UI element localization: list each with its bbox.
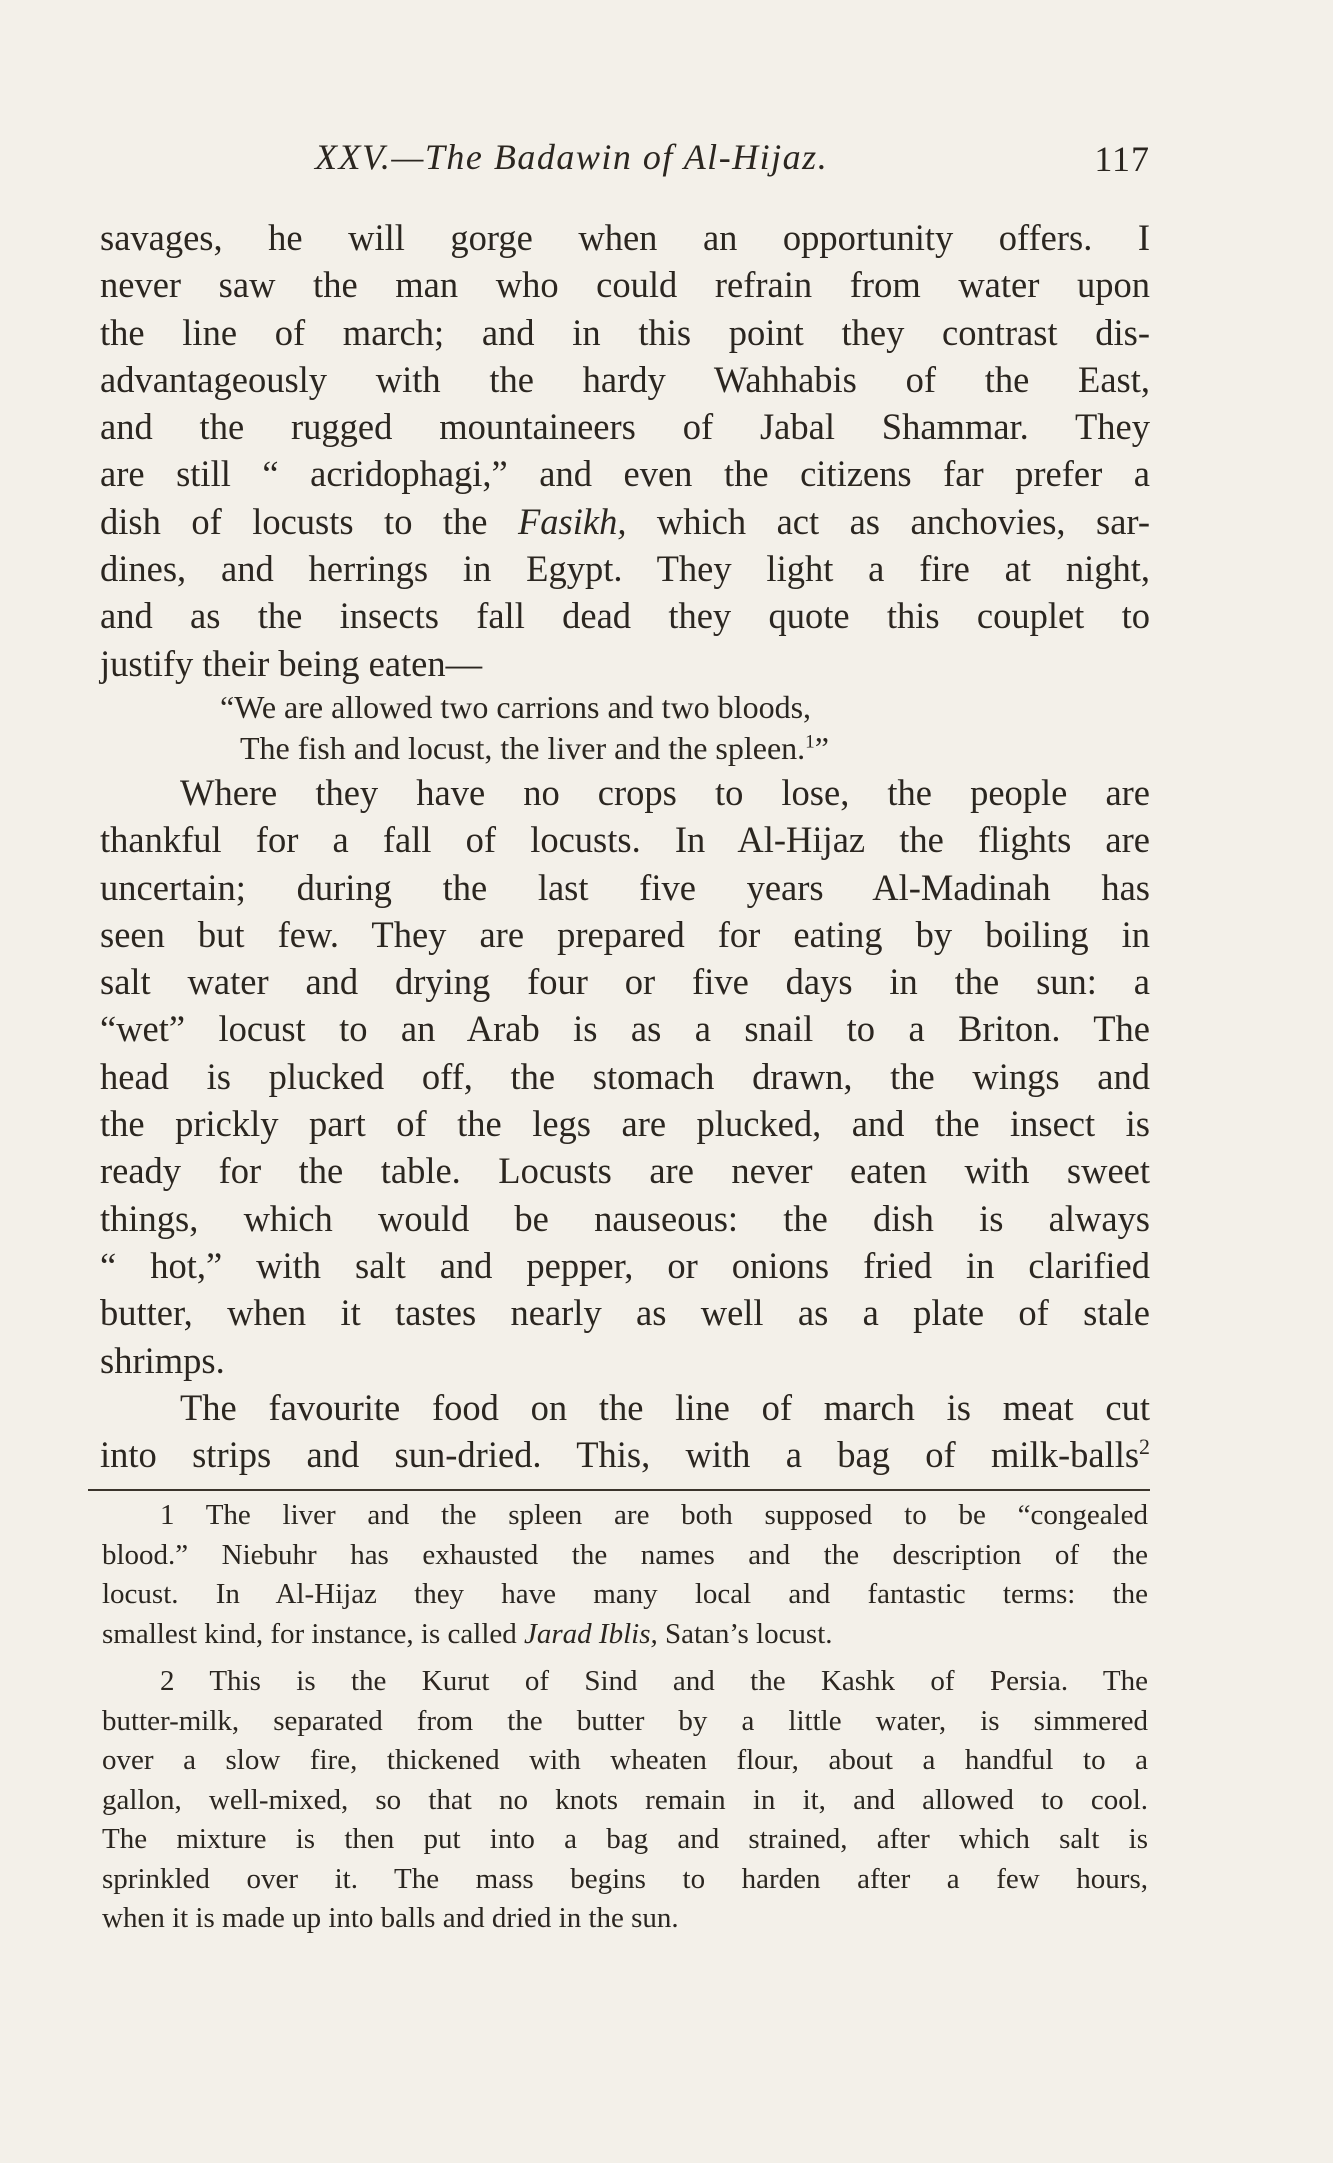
- text-line: uncertain; during the last five years Al-Madinah has: [100, 866, 1150, 908]
- verse-line: “We are allowed two carrions and two bloods,: [220, 688, 812, 725]
- footnote-line: locust. In Al-Hijaz they have many local and fantastic terms: the: [102, 1578, 1148, 1610]
- text-line: and the rugged mountaineers of Jabal Shammar. They: [100, 406, 1150, 448]
- text-fragment: dish of locusts to the: [100, 500, 518, 542]
- text-line: butter, when it tastes nearly as well as a plate of stale: [100, 1292, 1150, 1334]
- text-line: savages, he will gorge when an opportunity offers. I: [100, 217, 1150, 258]
- text-line: [100, 1431, 1150, 1478]
- footnote-line: gallon, well-mixed, so that no knots remain in it, and allowed to cool.: [102, 1783, 1148, 1816]
- footnote-line: when it is made up into balls and dried in the sun.: [102, 1902, 679, 1934]
- text-line: head is plucked off, the stomach drawn, the wings and: [100, 1055, 1150, 1097]
- text-line: are still “ acridophagi,” and even the citizens far prefer a: [100, 453, 1150, 495]
- page-number: 117: [1094, 139, 1150, 179]
- footnote-ref: 2: [1139, 1434, 1150, 1459]
- footnote-rule: [88, 1489, 1150, 1491]
- italic-term: Jarad Iblis,: [524, 1617, 658, 1650]
- text-fragment: smallest kind, for instance, is called: [102, 1617, 525, 1650]
- footnotes: [102, 1496, 1148, 1939]
- text-line: salt water and drying four or five days in the sun: a: [100, 961, 1150, 1003]
- text-line: seen but few. They are prepared for eating by boiling in: [100, 913, 1150, 955]
- text-line: “ hot,” with salt and pepper, or onions fried in clarified: [100, 1244, 1150, 1286]
- italic-term: Fasikh,: [517, 500, 627, 542]
- text-line: things, which would be nauseous: the dish is always: [100, 1197, 1150, 1239]
- text-line: the prickly part of the legs are plucked, and the insect is: [100, 1103, 1150, 1145]
- footnote-line: sprinkled over it. The mass begins to harden after a few hours,: [102, 1862, 1148, 1895]
- text-line: never saw the man who could refrain from water upon: [100, 264, 1150, 306]
- text-line: advantageously with the hardy Wahhabis of the East,: [100, 358, 1150, 400]
- text-fragment: ”: [814, 729, 829, 766]
- footnote-line: over a slow fire, thickened with wheaten flour, about a handful to a: [102, 1744, 1148, 1776]
- text-line: shrimps.: [100, 1339, 225, 1381]
- body-text: [100, 214, 1150, 1478]
- text-line: thankful for a fall of locusts. In Al-Hijaz the flights are: [100, 819, 1150, 861]
- footnote-line: 1 The liver and the spleen are both supposed to be “congealed: [160, 1499, 1148, 1531]
- text-line: ready for the table. Locusts are never eaten with sweet: [100, 1150, 1150, 1192]
- text-line: Where they have no crops to lose, the people are: [180, 771, 1150, 813]
- footnote-line: 2 This is the Kurut of Sind and the Kashk of Persia. The: [160, 1665, 1148, 1697]
- text-fragment: Satan’s locust.: [657, 1617, 833, 1650]
- text-line: the line of march; and in this point they contrast dis-: [100, 311, 1150, 353]
- footnote-ref: 1: [805, 731, 815, 753]
- text-line: [100, 498, 1150, 545]
- text-line: dines, and herrings in Egypt. They light a fire at night,: [100, 548, 1150, 590]
- footnote-line: blood.” Niebuhr has exhausted the names and the description of the: [102, 1538, 1148, 1571]
- verse-line: [100, 728, 1150, 769]
- text-line: and as the insects fall dead they quote this couplet to: [100, 595, 1150, 637]
- footnote-gap: [102, 1654, 1148, 1662]
- text-fragment: into strips and sun-dried. This, with a bag of milk-balls: [100, 1434, 1140, 1476]
- page-header: [100, 136, 1150, 186]
- text-fragment: which act as anchovies, sar-: [626, 500, 1151, 542]
- footnote-line: [102, 1615, 1148, 1655]
- footnote-line: butter-milk, separated from the butter by a little water, is simmered: [102, 1704, 1148, 1737]
- text-line: “wet” locust to an Arab is as a snail to a Briton. The: [100, 1008, 1150, 1050]
- running-head: XXV.—The Badawin of Al-Hijaz.: [315, 137, 829, 177]
- text-line: justify their being eaten—: [100, 642, 483, 684]
- text-line: The favourite food on the line of march is meat cut: [180, 1386, 1150, 1428]
- text-fragment: The fish and locust, the liver and the spleen.: [240, 729, 806, 766]
- footnote-line: The mixture is then put into a bag and strained, after which salt is: [102, 1823, 1148, 1855]
